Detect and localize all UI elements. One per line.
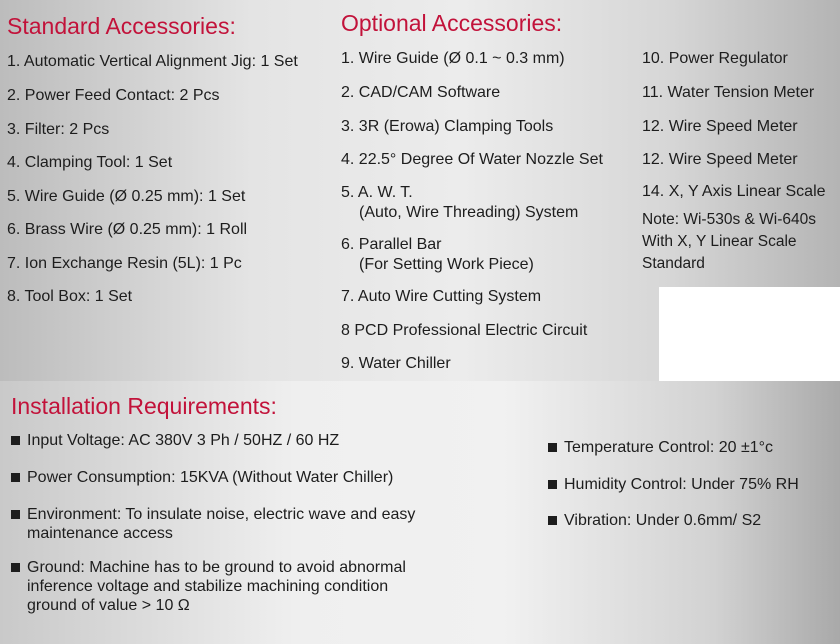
optional-item — [341, 183, 578, 223]
linear-scale-note — [642, 209, 816, 275]
requirement-text: ground of value > 10 Ω — [27, 597, 190, 614]
requirement-text: Ground: Machine has to be ground to avoid abnormal — [27, 559, 406, 576]
standard-accessories-title: Standard Accessories: — [7, 13, 236, 39]
optional-item: 12. Wire Speed Meter — [642, 118, 798, 135]
optional-item: 14. X, Y Axis Linear Scale — [642, 183, 826, 200]
requirement-text: Temperature Control: 20 ±1°c — [564, 439, 774, 456]
square-bullet-icon — [11, 436, 20, 445]
optional-item: 9. Water Chiller — [341, 355, 451, 372]
requirement-text: inference voltage and stabilize machining condition — [27, 578, 389, 595]
optional-item: 1. Wire Guide (Ø 0.1 ~ 0.3 mm) — [341, 50, 565, 67]
optional-item-subline: (Auto, Wire Threading) System — [359, 204, 579, 221]
note-line: Note: Wi-530s & Wi-640s — [642, 211, 816, 228]
standard-item: 4. Clamping Tool: 1 Set — [7, 154, 173, 171]
requirement-text: Environment: To insulate noise, electric wave and easy — [27, 506, 416, 523]
square-bullet-icon — [548, 443, 557, 452]
optional-item: 11. Water Tension Meter — [642, 84, 815, 101]
square-bullet-icon — [11, 563, 20, 572]
requirement-item — [11, 431, 339, 450]
requirement-item — [11, 468, 393, 487]
note-line: Standard — [642, 255, 705, 272]
requirement-text: Humidity Control: Under 75% RH — [564, 476, 799, 493]
requirement-text: maintenance access — [27, 525, 173, 542]
requirement-text: Input Voltage: AC 380V 3 Ph / 50HZ / 60 HZ — [27, 432, 340, 449]
optional-accessories-title: Optional Accessories: — [341, 10, 563, 36]
optional-item-line: 5. A. W. T. — [341, 184, 413, 201]
optional-item: 3. 3R (Erowa) Clamping Tools — [341, 118, 554, 135]
square-bullet-icon — [11, 473, 20, 482]
optional-item: 7. Auto Wire Cutting System — [341, 288, 542, 305]
requirement-item — [548, 511, 761, 530]
optional-item: 8 PCD Professional Electric Circuit — [341, 322, 588, 339]
requirement-text: Vibration: Under 0.6mm/ S2 — [564, 512, 762, 529]
optional-item: 4. 22.5° Degree Of Water Nozzle Set — [341, 151, 603, 168]
requirement-text: Power Consumption: 15KVA (Without Water Chiller) — [27, 469, 394, 486]
requirement-item — [11, 558, 406, 615]
optional-item — [341, 235, 534, 275]
optional-item: 2. CAD/CAM Software — [341, 84, 501, 101]
optional-item-line: 6. Parallel Bar — [341, 236, 442, 253]
square-bullet-icon — [548, 480, 557, 489]
standard-item: 1. Automatic Vertical Alignment Jig: 1 Set — [7, 53, 298, 70]
note-line: With X, Y Linear Scale — [642, 233, 797, 250]
optional-item: 10. Power Regulator — [642, 50, 788, 67]
standard-item: 5. Wire Guide (Ø 0.25 mm): 1 Set — [7, 188, 246, 205]
standard-item: 2. Power Feed Contact: 2 Pcs — [7, 87, 220, 104]
blank-box — [659, 287, 840, 381]
optional-item-subline: (For Setting Work Piece) — [359, 256, 534, 273]
standard-item: 3. Filter: 2 Pcs — [7, 121, 110, 138]
requirement-item — [548, 438, 773, 457]
square-bullet-icon — [11, 510, 20, 519]
installation-requirements-title: Installation Requirements: — [11, 393, 277, 419]
standard-item: 7. Ion Exchange Resin (5L): 1 Pc — [7, 255, 242, 272]
optional-item: 12. Wire Speed Meter — [642, 151, 798, 168]
requirement-item — [11, 505, 415, 543]
square-bullet-icon — [548, 516, 557, 525]
requirement-item — [548, 475, 799, 494]
standard-item: 8. Tool Box: 1 Set — [7, 288, 133, 305]
standard-item: 6. Brass Wire (Ø 0.25 mm): 1 Roll — [7, 221, 248, 238]
